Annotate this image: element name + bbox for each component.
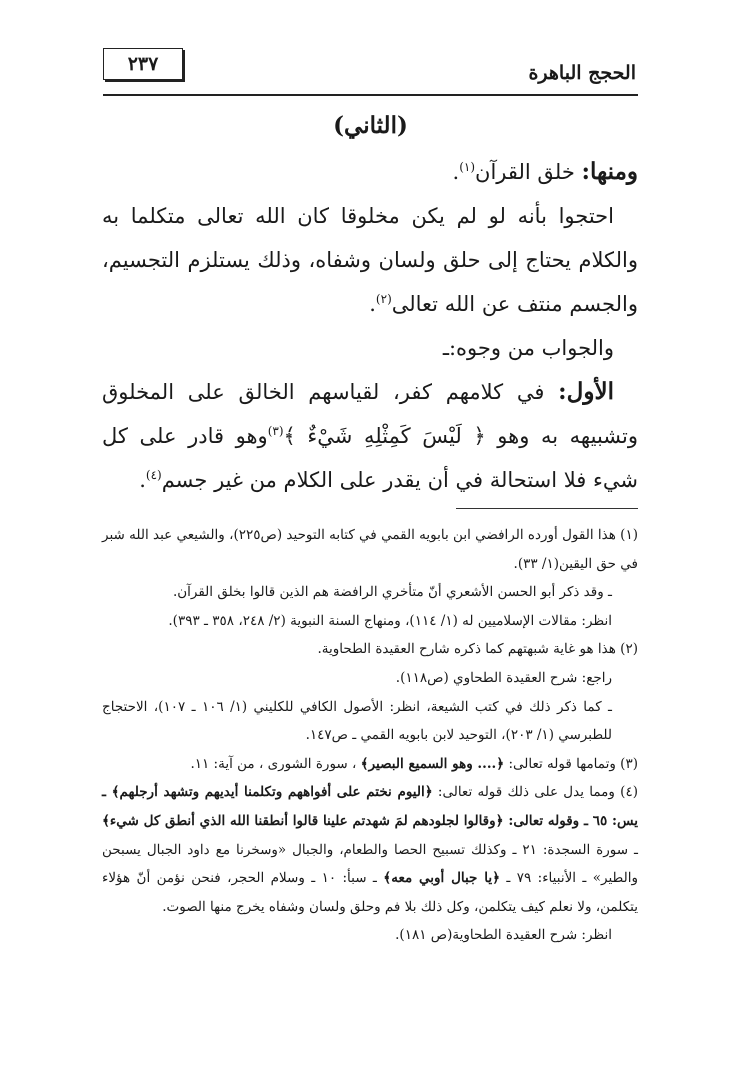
main-text bbox=[102, 150, 638, 502]
footnote-ref-2: (٢) bbox=[375, 292, 392, 306]
footnote-4-line-2: انظر: شرح العقيدة الطحاوية(ص ١٨١). bbox=[395, 927, 612, 944]
footnote-4-text-3: ـ سورة السجدة: ٢١ ـ وكذلك تسبيح الحصا والطعام، والجبال «وسخرنا مع داود الجبال يسبحن والطير» ـ الأنبياء: ٧٩ ـ bbox=[102, 841, 638, 887]
footnote-ref-1: (١) bbox=[459, 160, 476, 174]
paragraph-4-text: في كلامهم كفر، لقياسهم الخالق على المخلوق وتشبيهه به وهو bbox=[102, 380, 638, 448]
footnote-2-line-3: ـ كما ذكر ذلك في كتب الشيعة، انظر: الأصول الكافي للكليني (١/ ١٠٦ ـ ١٠٧)، الاحتجاج للطبرسي (١/ ٢٠٣)، التوحيد لابن بابويه القمي ـ ص١٤٧. bbox=[102, 698, 612, 744]
footnote-2-line-2: راجع: شرح العقيدة الطحاوي (ص١١٨). bbox=[395, 669, 612, 686]
paragraph-4-text-2: وهو قادر على كل شيء فلا استحالة في أن يقدر على الكلام من غير جسم bbox=[102, 424, 638, 492]
footnote-3 bbox=[102, 750, 638, 779]
footnote-1-line-2: ـ وقد ذكر أبو الحسن الأشعري أنّ متأخري الرافضة هم الذين قالوا بخلق القرآن. bbox=[172, 584, 612, 601]
paragraph-2 bbox=[102, 194, 638, 326]
footnote-2-text: هذا هو غاية شبهتهم كما ذكره شارح العقيدة الطحاوية. bbox=[317, 641, 616, 658]
paragraph-4-lead: الأول: bbox=[558, 378, 614, 405]
footnote-1-text: هذا القول أورده الرافضي ابن بابويه القمي في كتابه التوحيد (ص٢٢٥)، والشيعي عبد الله شبر في حق اليقين(١/ ٣٣). bbox=[102, 527, 638, 572]
paragraph-3 bbox=[102, 326, 638, 370]
running-title: الحجج الباهرة bbox=[528, 62, 636, 84]
paragraph-1 bbox=[102, 150, 638, 194]
footnote-2 bbox=[102, 635, 638, 664]
footnote-1 bbox=[102, 521, 638, 578]
footnote-1-line-3: انظر: مقالات الإسلاميين له (١/ ١١٤)، ومنهاج السنة النبوية (٢/ ٢٤٨، ٣٥٨ ـ ٣٩٣). bbox=[168, 612, 612, 629]
footnote-ref-3: (٣) bbox=[267, 424, 284, 438]
footnote-4-quran-2: ﴿وقالوا لجلودهم لمَ شهدتم علينا قالوا أنطقنا الله الذي أنطق كل شيء﴾ bbox=[102, 812, 504, 829]
footnote-4-quran-3: ﴿يا جبال أوبي معه﴾ bbox=[383, 870, 500, 887]
footnote-4 bbox=[102, 778, 638, 921]
paragraph-1-lead: ومنها: bbox=[581, 158, 638, 185]
paragraph-1-end: . bbox=[452, 160, 460, 184]
footnote-4-text: ومما يدل على ذلك قوله تعالى: bbox=[432, 784, 615, 801]
footnote-3-quran: ﴿.... وهو السميع البصير﴾ bbox=[360, 755, 505, 772]
footnote-4-quran-1: ﴿اليوم نختم على أفواههم وتكلمنا أيديهم وتشهد أرجلهم﴾ bbox=[111, 784, 433, 801]
paragraph-4-end: . bbox=[139, 468, 146, 492]
section-heading: (الثاني) bbox=[333, 112, 408, 139]
footnote-divider bbox=[456, 508, 638, 509]
footnote-3-number: (٣) bbox=[620, 755, 638, 772]
footnote-1-number: (١) bbox=[620, 527, 638, 543]
footnote-3-text-2: ، سورة الشورى ، من آية: ١١. bbox=[190, 755, 361, 772]
footnote-4-text-2: ـ يس: ٦٥ ـ وقوله تعالى: bbox=[102, 784, 638, 829]
paragraph-2-end: . bbox=[369, 292, 376, 316]
footnote-2-number: (٢) bbox=[620, 641, 638, 658]
quran-verse: ﴿ لَيْسَ كَمِثْلِهِ شَيْءٌ ﴾ bbox=[283, 424, 486, 448]
footnotes bbox=[102, 521, 638, 950]
page-number: ٢٣٧ bbox=[103, 48, 183, 80]
footnote-ref-4: (٤) bbox=[145, 468, 162, 482]
paragraph-1-text: خلق القرآن bbox=[475, 160, 582, 184]
paragraph-2-text: احتجوا بأنه لو لم يكن مخلوقا كان الله تعالى متكلما به والكلام يحتاج إلى حلق ولسان وشفاه، وذلك يستلزم التجسيم، والجسم منتف عن الله تعالى bbox=[102, 204, 638, 316]
paragraph-3-text: والجواب من وجوه:ـ bbox=[442, 336, 614, 360]
footnote-4-number: (٤) bbox=[620, 784, 638, 801]
paragraph-4 bbox=[102, 370, 638, 502]
footnote-4-text-4: ـ سبأ: ١٠ ـ وسلام الحجر، فنحن نؤمن أنّ هؤلاء يتكلمن، ولا نعلم كيف يتكلمن، وكل ذلك بلا فم وحلق ولسان وشفاه يخرج منها الصوت. bbox=[102, 870, 638, 915]
header-divider bbox=[103, 94, 638, 96]
footnote-3-text: وتمامها قوله تعالى: bbox=[504, 755, 616, 772]
